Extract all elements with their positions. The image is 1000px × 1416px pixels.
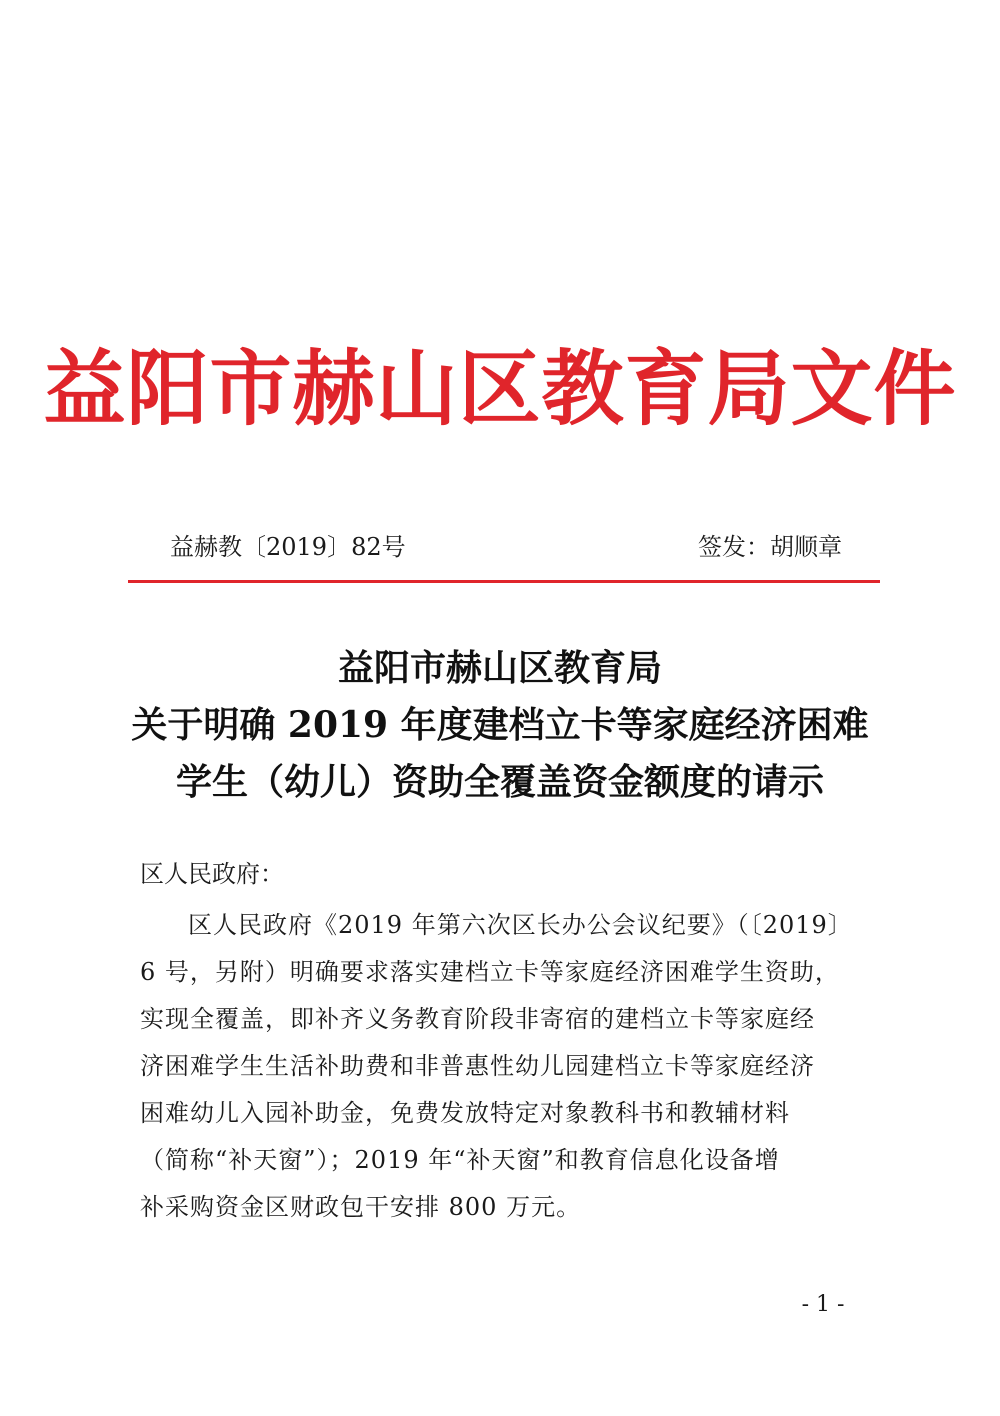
body-line: 实现全覆盖，即补齐义务教育阶段非寄宿的建档立卡等家庭经 xyxy=(140,1005,815,1033)
document-meta-row xyxy=(128,528,880,566)
body-line: 补采购资金区财政包干安排 800 万元。 xyxy=(140,1193,582,1221)
page-number: - 1 - xyxy=(801,1292,845,1317)
document-subject xyxy=(0,640,1000,811)
body-line: 6 号，另附）明确要求落实建档立卡等家庭经济困难学生资助， xyxy=(140,958,840,986)
body-line: （简称“补天窗”）；2019 年“补天窗”和教育信息化设备增 xyxy=(140,1146,780,1174)
subject-line: 学生（幼儿）资助全覆盖资金额度的请示 xyxy=(175,761,824,803)
document-signer: 签发：胡顺章 xyxy=(698,533,842,561)
document-number: 益赫教〔2019〕82号 xyxy=(170,533,406,561)
subject-line: 益阳市赫山区教育局 xyxy=(337,647,662,689)
body-line: 区人民政府《2019 年第六次区长办公会议纪要》（〔2019〕 xyxy=(188,911,853,939)
subject-line: 关于明确 2019 年度建档立卡等家庭经济困难 xyxy=(131,704,869,746)
document-body xyxy=(140,902,880,1231)
red-divider-line xyxy=(128,580,880,583)
body-line: 济困难学生生活补助费和非普惠性幼儿园建档立卡等家庭经济 xyxy=(140,1052,815,1080)
body-line: 困难幼儿入园补助金，免费发放特定对象教科书和教辅材料 xyxy=(140,1099,790,1127)
document-header-title: 益阳市赫山区教育局文件 xyxy=(43,342,957,437)
document-addressee: 区人民政府： xyxy=(140,860,284,888)
